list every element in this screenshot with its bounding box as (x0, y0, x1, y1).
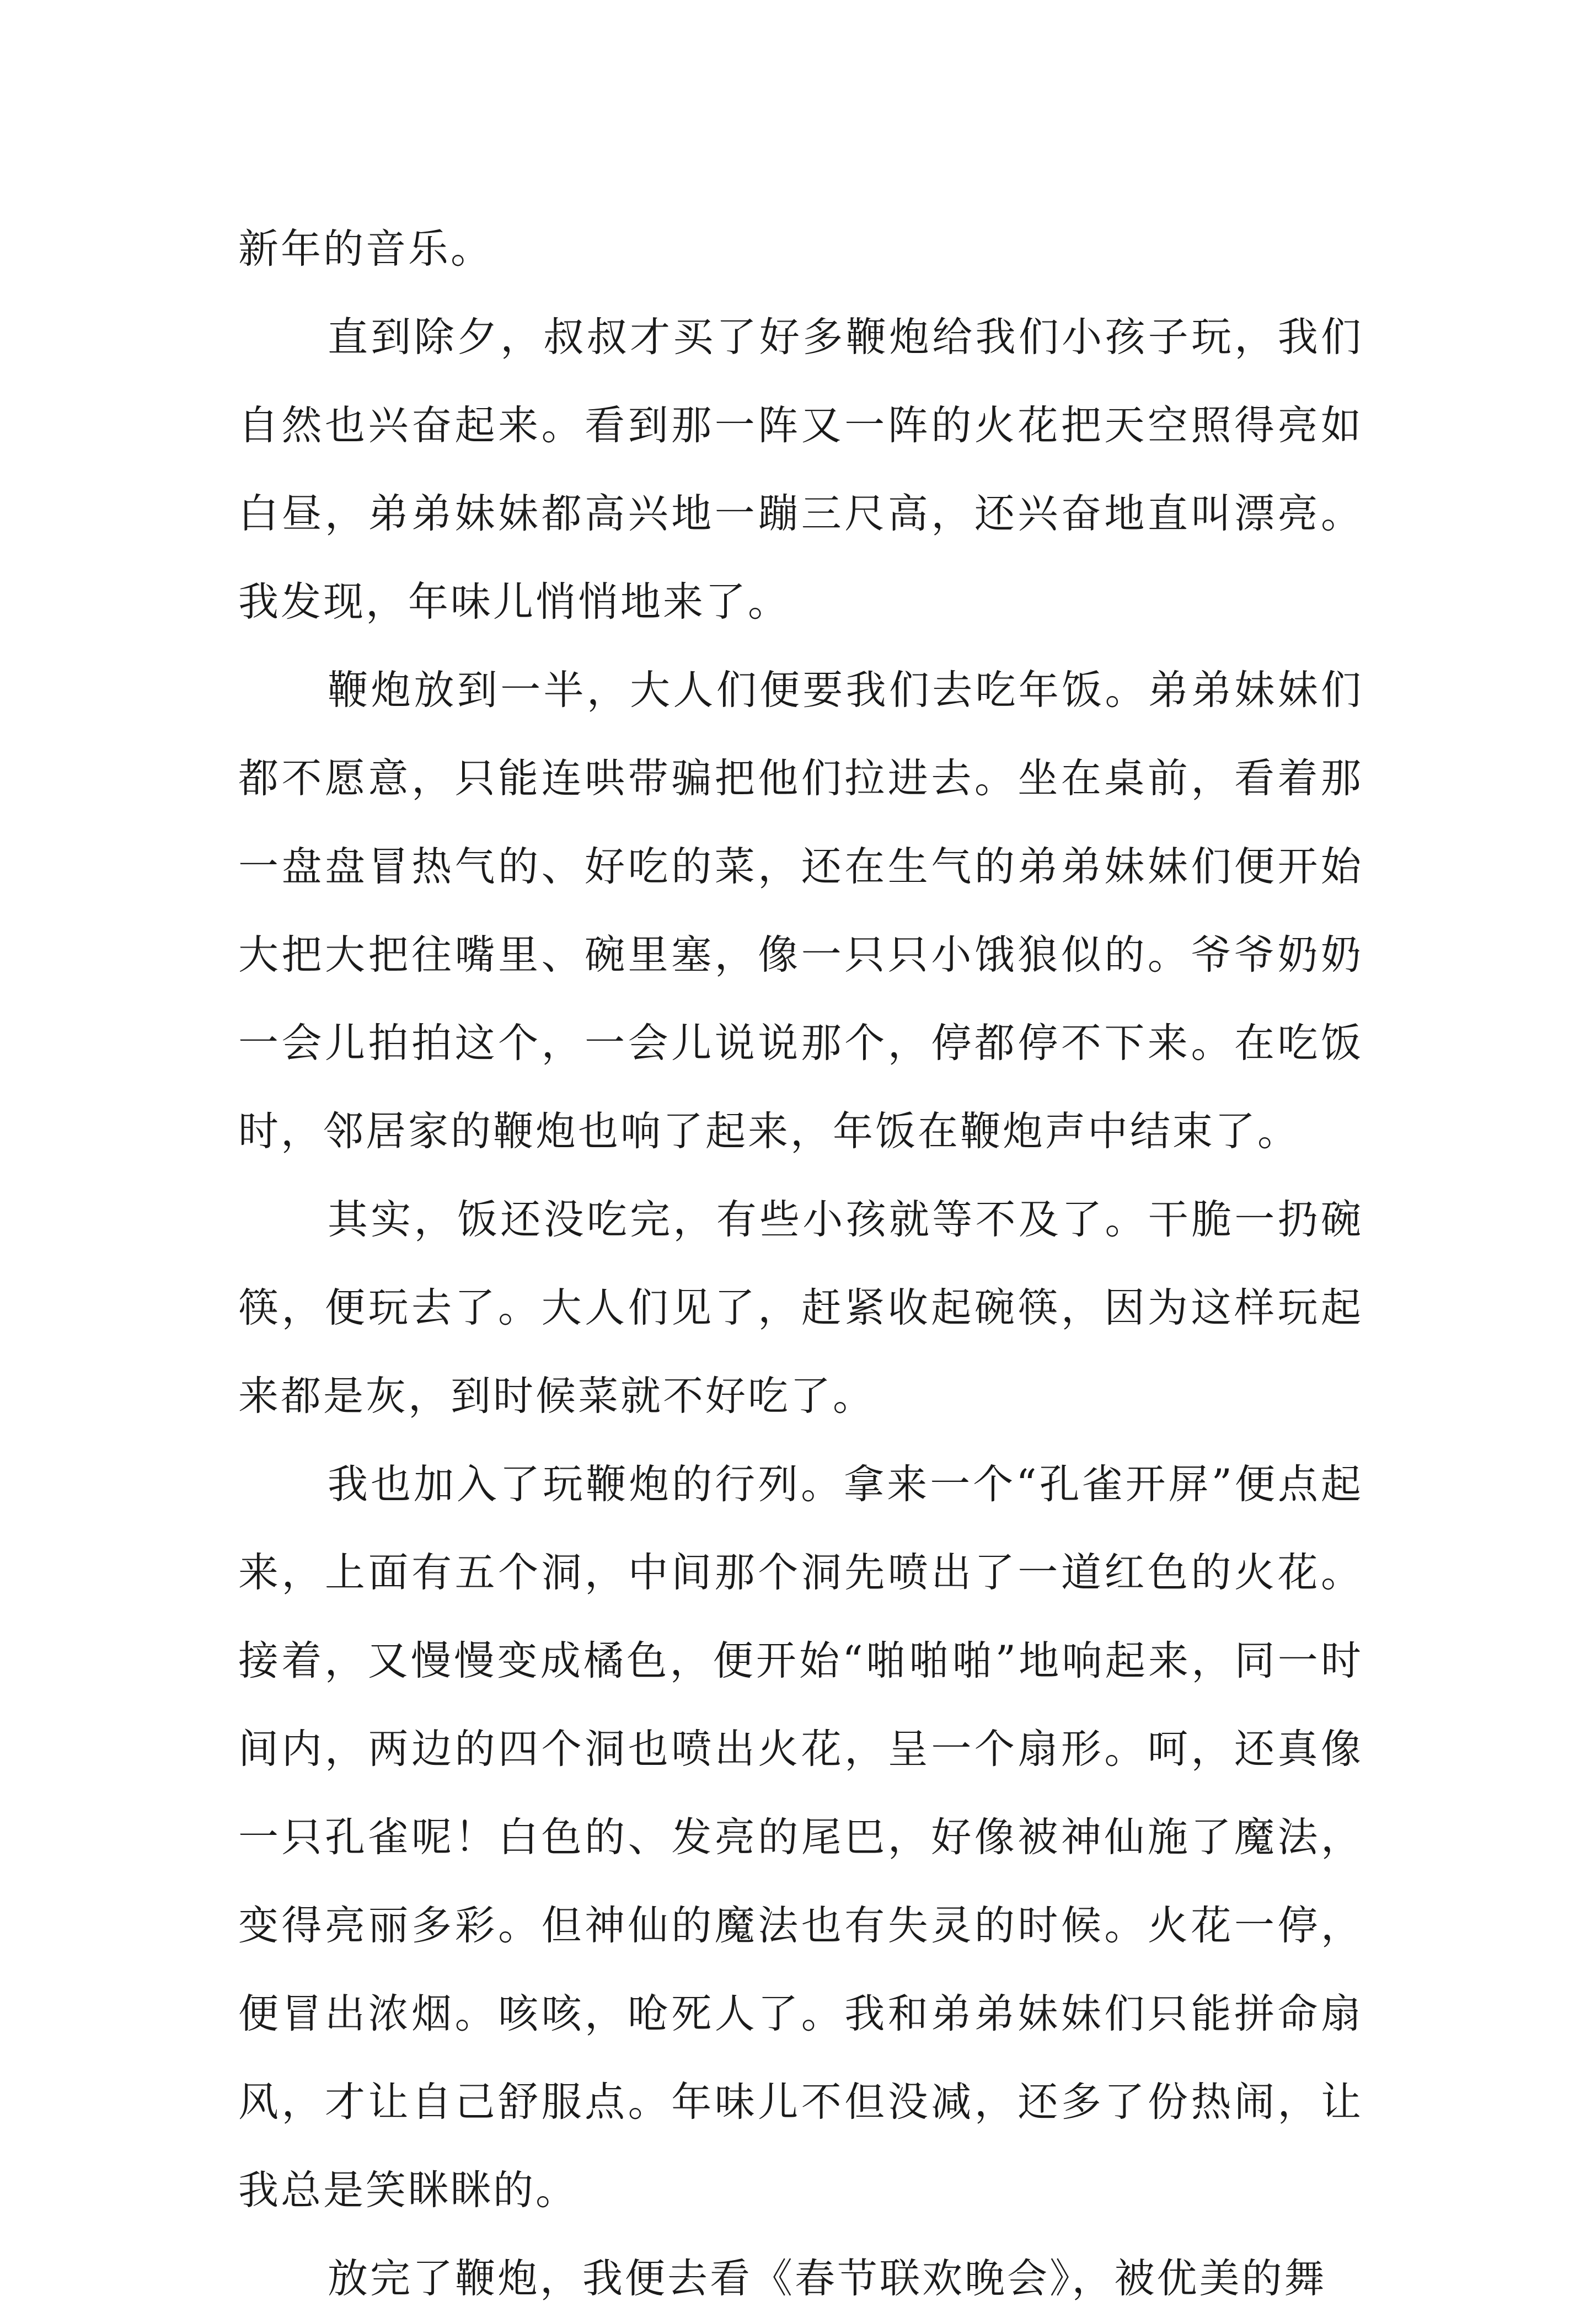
paragraph-1: 新年的音乐。 (238, 226, 493, 272)
paragraph-3: 鞭炮放到一半，大人们便要我们去吃年饭。弟弟妹妹们都不愿意，只能连哄带骗把他们拉进去。坐在桌前，看着那一盘盘冒热气的、好吃的菜，还在生气的弟弟妹妹们便开始大把大把往嘴里、碗里塞，像一只只小饿狼似的。爷爷奶奶一会儿拍拍这个，一会儿说说那个，停都停不下来。在吃饭时，邻居家的鞭炮也响了起来，年饭在鞭炮声中结束了。 (238, 667, 1363, 1155)
paragraph-5: 我也加入了玩鞭炮的行列。拿来一个“孔雀开屏”便点起来，上面有五个洞，中间那个洞先喷出了一道红色的火花。接着，又慢慢变成橘色，便开始“啪啪啪”地响起来，同一时间内，两边的四个洞也喷出火花，呈一个扇形。呵，还真像一只孔雀呢！白色的、发亮的尾巴，好像被神仙施了魔法，变得亮丽多彩。但神仙的魔法也有失灵的时候。火花一停，便冒出浓烟。咳咳，呛死人了。我和弟弟妹妹们只能拼命扇风，才让自己舒服点。年味儿不但没减，还多了份热闹，让我总是笑眯眯的。 (238, 1461, 1363, 2214)
essay-body (238, 205, 1363, 2323)
paragraph-6: 放完了鞭炮，我便去看《春节联欢晚会》，被优美的舞 (328, 2255, 1327, 2302)
paragraph-4: 其实，饭还没吃完，有些小孩就等不及了。干脆一扔碗筷，便玩去了。大人们见了，赶紧收起碗筷，因为这样玩起来都是灰，到时候菜就不好吃了。 (238, 1196, 1363, 1420)
paragraph-2: 直到除夕，叔叔才买了好多鞭炮给我们小孩子玩，我们自然也兴奋起来。看到那一阵又一阵的火花把天空照得亮如白昼，弟弟妹妹都高兴地一蹦三尺高，还兴奋地直叫漂亮。我发现，年味儿悄悄地来了。 (238, 314, 1363, 625)
